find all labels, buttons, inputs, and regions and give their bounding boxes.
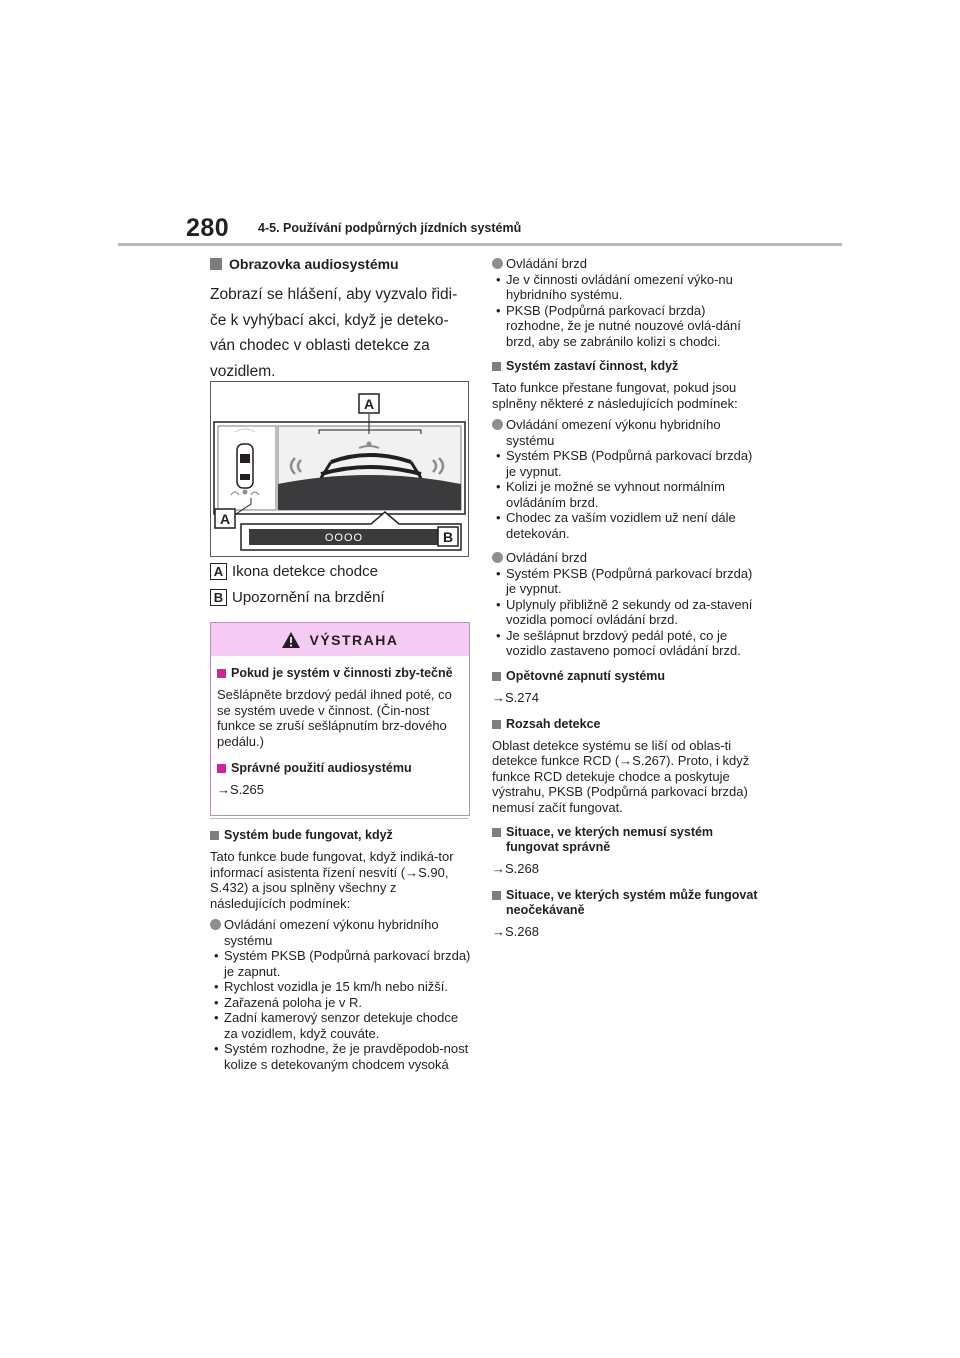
list-item: • Chodec za vaším vozidlem už není dále detekován. <box>496 510 736 541</box>
heading-text: Obrazovka audiosystému <box>229 256 399 272</box>
restart-ref: →S.274 <box>492 689 539 705</box>
list-item: • PKSB (Podpůrná parkovací brzda) rozhodne, že je nutné nouzové ovlá-dání brzd, aby se zabránilo kolizi s chodci. <box>496 302 741 349</box>
warning-heading-1-text: Pokud je systém v činnosti zby-tečně <box>231 666 453 680</box>
legend-a-text: Ikona detekce chodce <box>232 563 378 580</box>
page-number: 280 <box>186 214 230 242</box>
stop-dot-1 <box>492 417 760 448</box>
legend-b-text: Upozornění na brzdění <box>232 589 385 606</box>
heading-square-icon <box>210 258 222 270</box>
legend-b-key: B <box>210 589 227 606</box>
warning-separator <box>210 818 468 819</box>
list-item: • Je v činnosti ovládání omezení výko-nu hybridního systému. <box>496 271 733 302</box>
warning-title: VÝSTRAHA <box>309 631 399 648</box>
stop-heading <box>492 359 760 374</box>
situations-1-heading <box>492 825 760 855</box>
range-heading <box>492 717 760 732</box>
operate-dot-item <box>210 917 472 948</box>
operate-text: Tato funkce bude fungovat, když indiká-tor informací asistenta řízení nesvítí (→S.90, S.432) a jsou splněny všechny z následujících podmínek: <box>210 849 454 911</box>
stop-heading-text: Systém zastaví činnost, když <box>506 359 679 373</box>
operate-dot-text: Ovládání omezení výkonu hybridního systému <box>224 917 439 948</box>
operate-heading-text: Systém bude fungovat, když <box>224 828 393 842</box>
warning-square-icon <box>217 669 226 678</box>
dot-bullet-icon <box>492 419 503 430</box>
warning-heading-2 <box>217 761 463 776</box>
situations-2-heading-text: Situace, ve kterých systém může fungovat neočekávaně <box>506 888 758 917</box>
list-item: • Systém rozhodne, že je pravděpodob-nost kolize s detekovaným chodcem vysoká <box>214 1041 469 1072</box>
list-item: • Kolizi je možné se vyhnout normálním ovládáním brzd. <box>496 479 725 510</box>
brake-dot-text: Ovládání brzd <box>506 256 587 271</box>
message-text: OOOO <box>324 532 364 544</box>
pedestrian-icon-camera <box>367 442 372 447</box>
left-column-bottom <box>210 822 472 1072</box>
range-heading-text: Rozsah detekce <box>506 716 601 731</box>
heading-square-icon <box>492 362 501 371</box>
heading-square-icon <box>492 672 501 681</box>
list-item: • Zadní kamerový senzor detekuje chodce za vozidlem, když couváte. <box>214 1010 459 1041</box>
callout-a-top-label: A <box>363 396 375 412</box>
figure-legend <box>210 563 385 606</box>
list-item: • Zařazená poloha je v R. <box>214 994 363 1010</box>
stop-dot-2 <box>492 550 760 566</box>
situations-1-heading-text: Situace, ve kterých nemusí systém fungovat správně <box>506 825 714 854</box>
heading-square-icon <box>210 831 219 840</box>
stop-dot-2-text: Ovládání brzd <box>506 550 587 565</box>
car-rear-window-icon <box>240 474 250 480</box>
audio-screen-heading <box>210 256 472 272</box>
situations-2-ref: →S.268 <box>492 924 539 939</box>
intro-paragraph: Zobrazí se hlášení, aby vyzvalo řidi-če k vyhýbací akci, když je deteko-ván chodec v oblasti detekce za vozidlem. <box>210 286 458 380</box>
audio-screen-figure <box>210 381 469 557</box>
heading-square-icon <box>492 720 501 729</box>
callout-b-label: B <box>442 529 454 545</box>
stop-dot-1-text: Ovládání omezení výkonu hybridního systému <box>506 417 721 448</box>
pedestrian-icon-small <box>243 490 248 495</box>
right-column <box>492 256 760 951</box>
situations-2-heading <box>492 888 760 918</box>
list-item: • Je sešlápnut brzdový pedál poté, co je vozidlo zastaveno pomocí ovládání brzd. <box>496 627 741 658</box>
list-item: • Systém PKSB (Podpůrná parkovací brzda) je vypnut. <box>496 565 753 596</box>
brake-dot-item <box>492 256 760 272</box>
range-text: Oblast detekce systému se liší od oblas-ti detekce funkce RCD (→S.267). Proto, i když funkce RCD detekuje chodce a poskytuje výstrahu, PKSB (Podpůrná parkovací brzda) nemusí začít fungovat. <box>492 737 750 815</box>
dot-bullet-icon <box>492 552 503 563</box>
warning-header <box>211 623 469 656</box>
car-windshield-icon <box>240 454 250 463</box>
section-title: 4-5. Používání podpůrných jízdních systémů <box>258 221 522 235</box>
legend-a-key: A <box>210 563 227 580</box>
stop-text: Tato funkce přestane fungovat, pokud jsou splněny některé z následujících podmínek: <box>492 380 738 411</box>
situations-1-ref: →S.268 <box>492 861 539 876</box>
heading-square-icon <box>492 891 501 900</box>
warning-triangle-icon <box>281 631 301 649</box>
warning-heading-1 <box>217 666 463 681</box>
list-item: • Rychlost vozidla je 15 km/h nebo nižší. <box>214 979 448 994</box>
warning-text-1: Sešlápněte brzdový pedál ihned poté, co se systém uvede v činnost. (Čin-nost funkce se zruší sešlápnutím brz-dového pedálu.) <box>217 687 452 749</box>
left-column-top <box>210 256 472 398</box>
operate-heading <box>210 828 472 843</box>
legend-b <box>210 589 385 606</box>
heading-square-icon <box>492 828 501 837</box>
warning-body <box>211 656 469 797</box>
restart-heading <box>492 669 760 684</box>
warning-heading-2-text: Správné použití audiosystému <box>231 761 412 775</box>
screen-illustration <box>211 382 468 556</box>
restart-heading-text: Opětovné zapnutí systému <box>506 668 666 683</box>
header-rule <box>118 243 842 246</box>
bumper-area <box>278 475 461 510</box>
warning-ref: →S.265 <box>217 782 264 797</box>
list-item: • Systém PKSB (Podpůrná parkovací brzda) je vypnut. <box>496 448 753 479</box>
list-item: • Uplynuly přibližně 2 sekundy od za-stavení vozidla pomocí ovládání brzd. <box>496 596 753 627</box>
warning-box <box>210 622 470 816</box>
warning-square-icon <box>217 764 226 773</box>
dot-bullet-icon <box>492 258 503 269</box>
dot-bullet-icon <box>210 919 221 930</box>
callout-a-left-label: A <box>219 511 231 527</box>
legend-a <box>210 563 385 580</box>
car-top-view-icon <box>237 444 253 488</box>
list-item: • Systém PKSB (Podpůrná parkovací brzda) je zapnut. <box>214 948 471 979</box>
